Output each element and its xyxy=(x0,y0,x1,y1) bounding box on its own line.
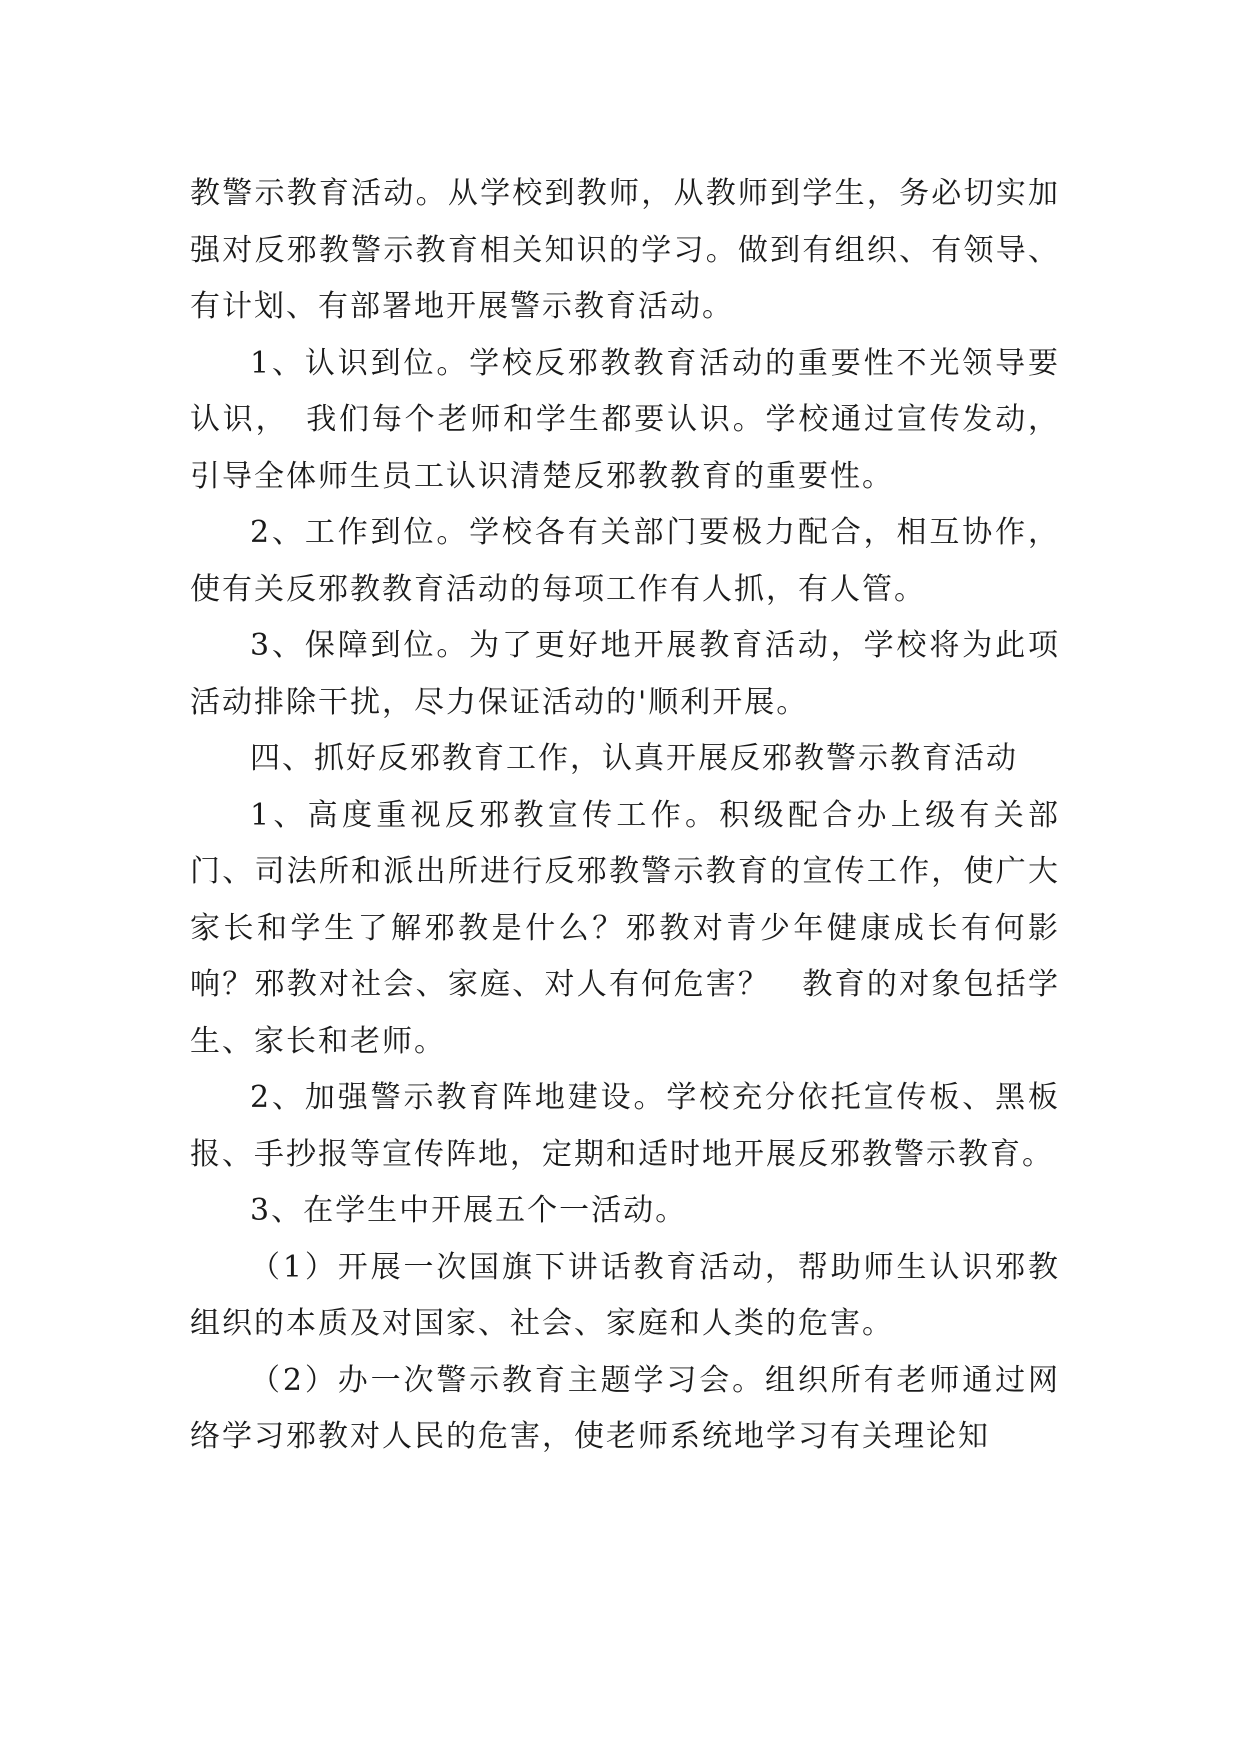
paragraph-item-1: （1）开展一次国旗下讲话教育活动，帮助师生认识邪教组织的本质及对国家、社会、家庭和人类的危害。 xyxy=(190,1249,1060,1341)
paragraph-awareness: 1、认识到位。学校反邪教教育活动的重要性不光领导要认识， 我们每个老师和学生都要认识。学校通过宣传发动，引导全体师生员工认识清楚反邪教教育的重要性。 xyxy=(190,345,1060,494)
paragraph-base-building: 2、加强警示教育阵地建设。学校充分依托宣传板、黑板报、手抄报等宣传阵地，定期和适时地开展反邪教警示教育。 xyxy=(190,1080,1060,1172)
paragraph-guarantee: 3、保障到位。为了更好地开展教育活动，学校将为此项活动排除干扰，尽力保证活动的'顺利开展。 xyxy=(190,628,1060,720)
paragraph-publicity: 1、高度重视反邪教宣传工作。积级配合办上级有关部门、司法所和派出所进行反邪教警示教育的宣传工作，使广大家长和学生了解邪教是什么？邪教对青少年健康成长有何影响？邪教对社会、家庭、对人有何危害？ 教育的对象包括学生、家长和老师。 xyxy=(190,797,1060,1059)
paragraph-continuation: 教警示教育活动。从学校到教师，从教师到学生，务必切实加强对反邪教警示教育相关知识的学习。做到有组织、有领导、有计划、有部署地开展警示教育活动。 xyxy=(190,176,1060,324)
section-heading-four: 四、抓好反邪教育工作，认真开展反邪教警示教育活动 xyxy=(250,741,1018,776)
paragraph-work: 2、工作到位。学校各有关部门要极力配合，相互协作，使有关反邪教教育活动的每项工作有人抓，有人管。 xyxy=(190,515,1060,607)
document-body xyxy=(190,166,1060,1466)
paragraph-item-2: （2）办一次警示教育主题学习会。组织所有老师通过网络学习邪教对人民的危害，使老师系统地学习有关理论知 xyxy=(190,1362,1060,1454)
paragraph-five-activities: 3、在学生中开展五个一活动。 xyxy=(250,1193,688,1228)
